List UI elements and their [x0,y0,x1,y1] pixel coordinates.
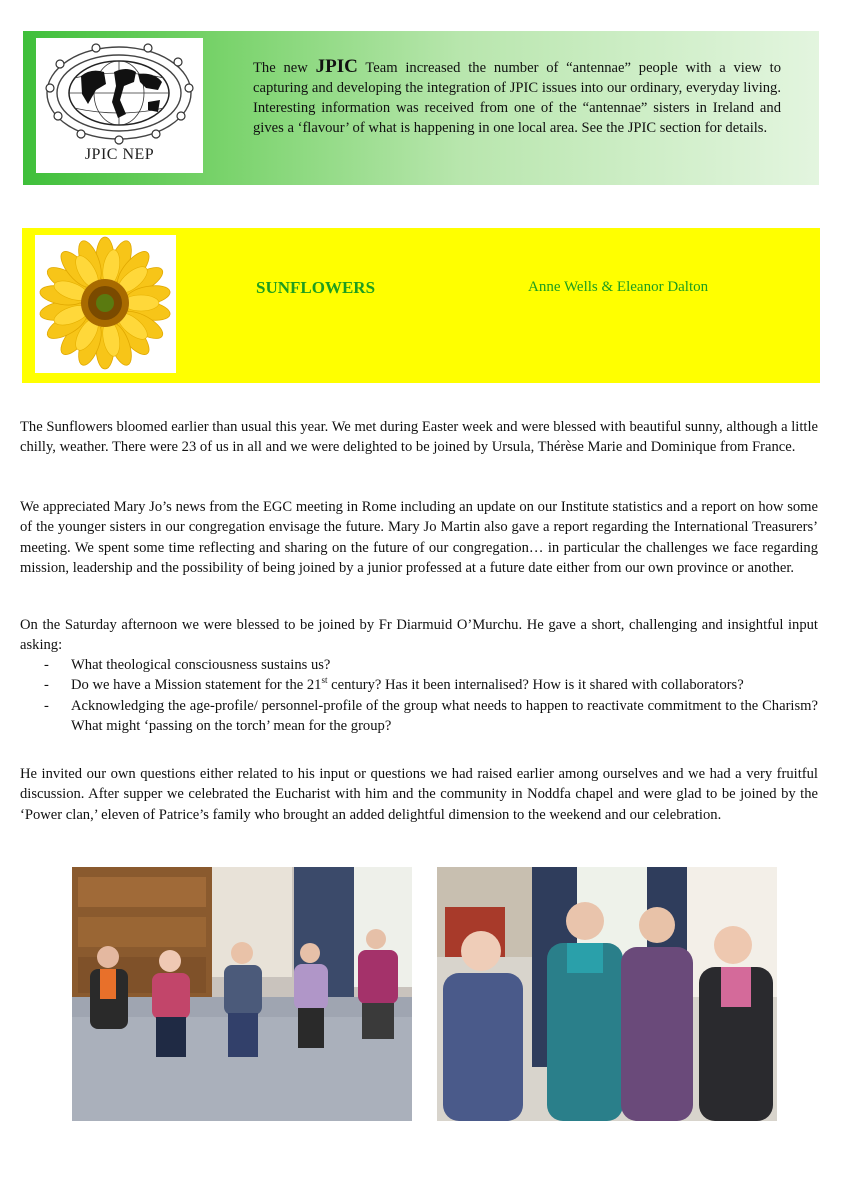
sunflowers-title: SUNFLOWERS [256,278,376,297]
jpic-banner [23,31,819,185]
sunflower-image [35,235,176,373]
jpic-text-body: Team increased the number of “antennae” people with a view to capturing and developing the integration of JPIC issues into our ordinary, everyday living. Interesting information was received from one of the “antennae” sisters in Ireland and gives a ‘flavour’ of what is happening in one local area. See the JPIC section for details. [253,60,781,136]
jpic-nep-logo [36,38,203,173]
article-paragraph-1: The Sunflowers bloomed earlier than usual this year. We met during Easter week and were blessed with beautiful sunny, although a little chilly, weather. There were 23 of us in all and we were delighted to be joined by Ursula, Thérèse Marie and Dominique from France. [20,419,818,456]
article-paragraph-3: On the Saturday afternoon we were blessed to be joined by Fr Diarmuid O’Murchu. He gave a short, challenging and insightful input asking: [20,617,818,654]
sunflowers-banner [22,228,820,383]
article-paragraph-2: We appreciated Mary Jo’s news from the EGC meeting in Rome including an update on our Institute statistics and a report on how some of the younger sisters in our congregation envisage the future. Mary Jo Martin also gave a report regarding the International Treasurers’ meeting. We spent some time reflecting and sharing on the future of our congregation… in particular the challenges we face regarding mission, leadership and the possibility of being joined by a junior professed at a future date either from our own province or another. [20,499,818,577]
question-3: Acknowledging the age-profile/ personnel-profile of the group what needs to happen to reactivate commitment to the Charism? What might ‘passing on the torch’ mean for the group? [71,697,818,735]
jpic-intro-text [253,57,781,138]
question-2-superscript: st [321,675,328,686]
question-2-end: century? Has it been internalised? How is it shared with collaborators? [327,677,744,694]
article-paragraph-4: He invited our own questions either related to his input or questions we had raised earlier among ourselves and we had a very fruitful discussion. After supper we celebrated the Eucharist with him and the community in Noddfa chapel and were glad to be joined by the ‘Power clan,’ eleven of Patrice’s family who brought an added delightful dimension to the weekend and our celebration. [20,766,818,823]
question-1: What theological consciousness sustains us? [71,657,331,673]
sunflowers-authors: Anne Wells & Eleanor Dalton [528,279,709,295]
list-dash: - [44,697,49,714]
question-list [20,655,818,737]
sunflower-icon [35,235,176,373]
list-item [20,675,818,695]
photo-group-standing [437,867,777,1121]
jpic-logo-label: JPIC NEP [84,146,155,163]
photo-group-seated [72,867,412,1121]
jpic-text-prefix: The new [253,60,316,76]
question-2 [71,677,744,693]
list-item [20,655,818,675]
standing-group-photo-icon [437,867,777,1121]
list-dash: - [44,677,49,694]
question-2-start: Do we have a Mission statement for the 21 [71,677,322,694]
seated-group-photo-icon [72,867,412,1121]
jpic-emphasis: JPIC [315,56,358,77]
list-dash: - [44,657,49,673]
list-item [20,696,818,737]
